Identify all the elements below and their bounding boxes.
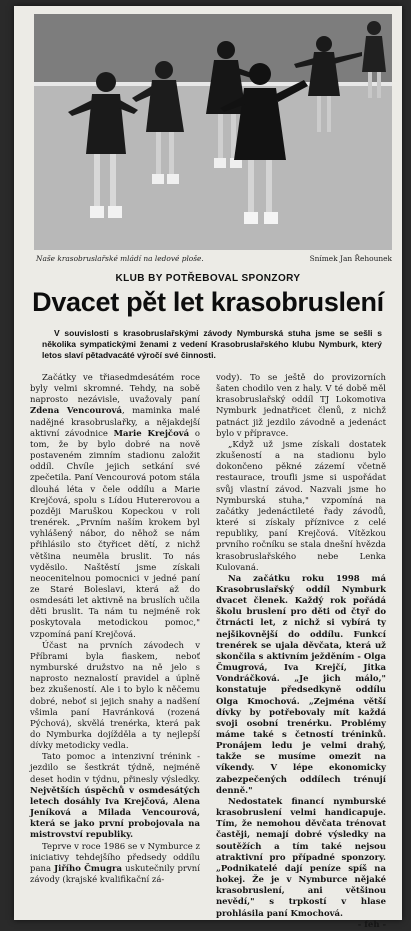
paragraph: Začátky ve třiasedmdesátém roce byly velmi skromné. Tehdy, na sobě naprosto nezávisle, uvažovaly paní Zdena Vencourová, maminka malé nadějné krasobruslařky, a nějakdejší aktivní závodnice Marie Krejčová o tom, že by bylo dobré na nově postaveném zimním stadionu založit oddíl. Chvíle jejich setkání své zpečetila. Paní Vencourová potom stála dlouhá léta v čele oddílu a Marie Krejčová, spolu s Lídou Hutererovou a později Maruškou Kopeckou v roli trenérek. „Prvním naším krokem byl vyhlášený nábor, do něhož se nám přihlásilo sto čtyřicet dětí, z nichž většina neuměla bruslit. To nás vyděsilo. Naštěstí jsme získali neocenitelnou pomocnici v jedné paní ze Staré Boleslavi, která až do osmdesáti let aktivně na bruslích učila děti bruslit. Ta nám tu nejméně rok poskytovala metodickou pomoc," vzpomíná paní Krejčová. [30, 373, 200, 640]
article-kicker: KLUB BY POTŘEBOVAL SPONZORY [115, 273, 301, 284]
paragraph: Teprve v roce 1986 se v Nymburce z iniciativy tehdejšího předsedy oddílu pana Jiřího Čmugra uskutečnily první závody (krajské kvalifikační zá- [30, 841, 200, 886]
article-column-left [30, 373, 200, 886]
newspaper-clipping [14, 6, 402, 930]
paragraph: Na začátku roku 1998 má Krasobruslařský oddíl Nymburk dvacet členek. Každý rok pořádá školu bruslení pro děti od čtyř do čtrnácti let, z nichž si vybírá ty nejšikovnější do oddílu. Funkcí trenérek se ujala děvčata, která už skončila s aktivním ježděním - Olga Čmugrová, Iva Krejčí, Jitka Vondráčková. „Je jich málo," konstatuje předsedkyně oddílu Olga Kmochová. „Zejména větší dívky by potřebovaly mít každá svoji osobní trenérku. Problémy máme také s četností tréninků. Pronájem ledu je velmi drahý, takže se musíme omezit na víkendy. V lépe ekonomicky zabezpečených oddílech trénují denně." [216, 573, 386, 796]
person-name: Marie Krejčová [113, 428, 190, 439]
author-signature: - feh - [357, 919, 386, 930]
person-name: Jiřího Čmugra [54, 863, 123, 874]
article-photo [34, 14, 392, 250]
paragraph: „Když už jsme získali dostatek zkušeností a na stadionu bylo dokončeno pěkné zázemí včetně restaurace, troufli jsme si uspořádat svůj vlastní závod. Nazvali jsme ho Nymburská stuha," vzpomíná na začátky jedenáctileté řady závodů, které si získaly příznivce z celé republiky, paní Krejčová. Vítězkou prvního ročníku se stala dnešní hvězda krasobruslařského nebe Lenka Kulovaná. [216, 439, 386, 573]
highlight-text: Největších úspěchů v osmdesátých letech dosáhly Iva Krejčová, Alena Jeníková a Milada Vencourová, která se jako první probojovala na mistrovství republiky. [30, 785, 200, 841]
photo-caption: Naše krasobruslařské mládí na ledové ploše. [36, 254, 204, 263]
article-lead: V souvislosti s krasobruslařskými závody Nymburská stuha jsme se sešli s několika sympatickými ženami z vedení Krasobruslařského klubu Nymburk, který letos slaví pětadvacáté výročí své činnosti. [42, 328, 382, 361]
paragraph: Účast na prvních závodech v Příbrami byla fiaskem, neboť nymburské družstvo na ně jelo s naprosto neznalostí pravidel a úplně bez zkušeností. Ale i to bylo k něčemu dobré, neboť si jejich snahy a nadšení všimla paní Havránková (rozená Pýchová), skvělá trenérka, která pak do Nymburka dojížděla a ty nejlepší dívky metodicky vedla. [30, 640, 200, 752]
paragraph: Tato pomoc a intenzivní trénink - jezdilo se šestkrát týdně, nejméně deset hodin v týdnu, přinesly výsledky. Největších úspěchů v osmdesátých letech dosáhly Iva Krejčová, Alena Jeníková a Milada Vencourová, která se jako první probojovala na mistrovství republiky. [30, 752, 200, 841]
skaters-illustration [34, 14, 392, 250]
photo-caption-row [36, 254, 392, 263]
photo-credit: Snímek Jan Řehounek [309, 254, 392, 263]
person-name: Zdena Vencourová [30, 406, 122, 417]
article-column-right [216, 373, 386, 931]
paragraph: vody). To se ještě do provizorních šaten chodilo ven z haly. V té době měl krasobruslařský oddíl TJ Lokomotiva Nymburk jednatřicet členů, z nichž patnáct již jezdilo závodně a jedenáct bylo v přípravce. [216, 373, 386, 439]
article-headline: Dvacet pět let krasobruslení [32, 287, 384, 317]
paragraph: Nedostatek financí nymburské krasobruslení velmi handicapuje. Tím, že nemohou děvčata trénovat častěji, nemají dobré výsledky na soutěžích a tím také nejsou atraktivní pro případné sponzory. „Podnikatelé dají peníze spíš na hokej. Že je v Nymburce nějaké krasobruslení, ani většinou nevědí," s trpkostí v hlase prohlásila paní Kmochová. [216, 796, 386, 919]
